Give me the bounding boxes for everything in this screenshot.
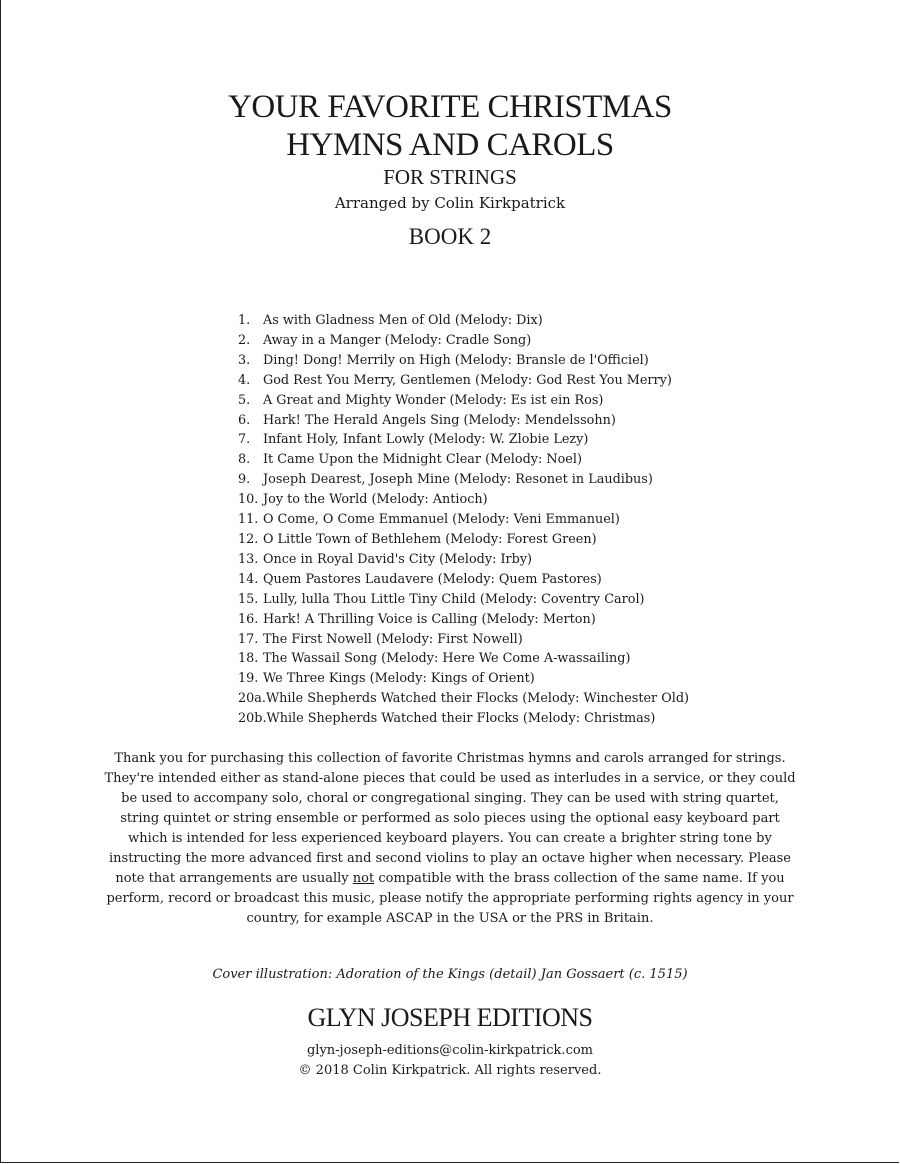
list-item [238, 570, 858, 590]
list-item [238, 610, 858, 630]
item-number: 2. [238, 332, 251, 348]
list-item [238, 411, 858, 431]
list-item [238, 371, 858, 391]
contact-block [0, 1041, 900, 1081]
list-item [238, 490, 858, 510]
item-title: While Shepherds Watched their Flocks (Melody: Winchester Old) [265, 691, 690, 707]
item-title: Lully, lulla Thou Little Tiny Child (Melody: Coventry Carol) [263, 591, 645, 607]
item-title: As with Gladness Men of Old (Melody: Dix) [263, 313, 543, 328]
item-number: 9. [238, 472, 251, 488]
list-item [238, 351, 858, 371]
list-item [238, 311, 858, 331]
item-title: God Rest You Merry, Gentlemen (Melody: God Rest You Merry) [263, 372, 672, 388]
item-number: 14. [238, 571, 259, 587]
item-title: Joy to the World (Melody: Antioch) [263, 492, 488, 508]
item-number: 11. [238, 512, 259, 528]
item-number: 13. [238, 551, 259, 567]
item-number: 17. [238, 631, 259, 647]
item-title: O Come, O Come Emmanuel (Melody: Veni Emmanuel) [263, 512, 620, 528]
copyright-notice: © 2018 Colin Kirkpatrick. All rights reserved. [298, 1063, 602, 1078]
contents-list [238, 311, 858, 729]
item-title: A Great and Mighty Wonder (Melody: Es ist ein Ros) [263, 392, 604, 408]
item-number: 12. [238, 531, 259, 547]
intro-underlined-word: not [352, 871, 375, 886]
list-item [238, 430, 858, 450]
item-number: 20b. [238, 711, 267, 727]
item-title: Hark! A Thrilling Voice is Calling (Melody: Merton) [263, 611, 596, 627]
item-number: 18. [238, 651, 259, 667]
item-title: O Little Town of Bethlehem (Melody: Forest Green) [263, 531, 597, 547]
subtitle: FOR STRINGS [383, 165, 517, 189]
item-number: 3. [238, 352, 251, 368]
list-item [238, 550, 858, 570]
intro-paragraph [100, 749, 800, 929]
list-item [238, 510, 858, 530]
item-number: 7. [238, 432, 251, 448]
item-number: 6. [238, 412, 251, 428]
title-line-1: YOUR FAVORITE CHRISTMAS [228, 89, 672, 125]
intro-text-before: Thank you for purchasing this collection of favorite Christmas hymns and carols arranged for strings. They're intended either as stand-alone pieces that could be used as interludes in a service, or they could be used to accompany solo, choral or congregational singing. They can be used with string quartet, string quintet or string ensemble or performed as solo pieces using the optional easy keyboard part which is intended for less experienced keyboard players. You can create a brighter string tone by instructing the more advanced first and second violins to play an octave higher when necessary. Please note that arrangements are usually [104, 751, 796, 886]
cover-credit: Cover illustration: Adoration of the Kings (detail) Jan Gossaert (c. 1515) [212, 967, 688, 982]
item-title: Ding! Dong! Merrily on High (Melody: Bransle de l'Officiel) [263, 352, 649, 368]
book-number: BOOK 2 [408, 224, 492, 249]
item-title: Infant Holy, Infant Lowly (Melody: W. Zlobie Lezy) [263, 432, 589, 448]
list-item [238, 630, 858, 650]
item-number: 1. [238, 313, 251, 328]
contact-email: glyn-joseph-editions@colin-kirkpatrick.com [306, 1043, 594, 1058]
item-title: Once in Royal David's City (Melody: Irby) [263, 551, 533, 567]
title-line-2: HYMNS AND CAROLS [286, 127, 614, 163]
list-item [238, 669, 858, 689]
list-item [238, 709, 858, 729]
item-title: Quem Pastores Laudavere (Melody: Quem Pastores) [263, 571, 602, 587]
item-title: Away in a Manger (Melody: Cradle Song) [263, 332, 532, 348]
arranger-credit: Arranged by Colin Kirkpatrick [334, 194, 566, 212]
list-item [238, 530, 858, 550]
item-number: 5. [238, 392, 251, 408]
item-title: Joseph Dearest, Joseph Mine (Melody: Resonet in Laudibus) [263, 472, 653, 488]
title-block [0, 88, 900, 250]
item-title: The First Nowell (Melody: First Nowell) [263, 631, 523, 647]
item-title: Hark! The Herald Angels Sing (Melody: Mendelssohn) [263, 412, 616, 428]
item-number: 8. [238, 452, 251, 468]
list-item [238, 470, 858, 490]
list-item [238, 689, 858, 709]
list-item [238, 331, 858, 351]
list-item [238, 391, 858, 411]
item-number: 16. [238, 611, 259, 627]
item-title: The Wassail Song (Melody: Here We Come A-wassailing) [263, 651, 631, 667]
item-number: 20a. [238, 691, 266, 707]
list-item [238, 649, 858, 669]
item-number: 10. [238, 492, 259, 508]
publisher-logo: GLYN JOSEPH EDITIONS [307, 1003, 593, 1032]
item-number: 19. [238, 671, 259, 687]
item-number: 15. [238, 591, 259, 607]
list-item [238, 450, 858, 470]
item-title: While Shepherds Watched their Flocks (Melody: Christmas) [266, 711, 656, 727]
list-item [238, 590, 858, 610]
item-title: It Came Upon the Midnight Clear (Melody: Noel) [263, 452, 582, 468]
item-number: 4. [238, 372, 251, 388]
item-title: We Three Kings (Melody: Kings of Orient) [263, 671, 535, 687]
intro-text-after: compatible with the brass collection of the same name. If you perform, record or broadcast this music, please notify the appropriate performing rights agency in your country, for example ASCAP in the USA or the PRS in Britain. [106, 871, 794, 926]
